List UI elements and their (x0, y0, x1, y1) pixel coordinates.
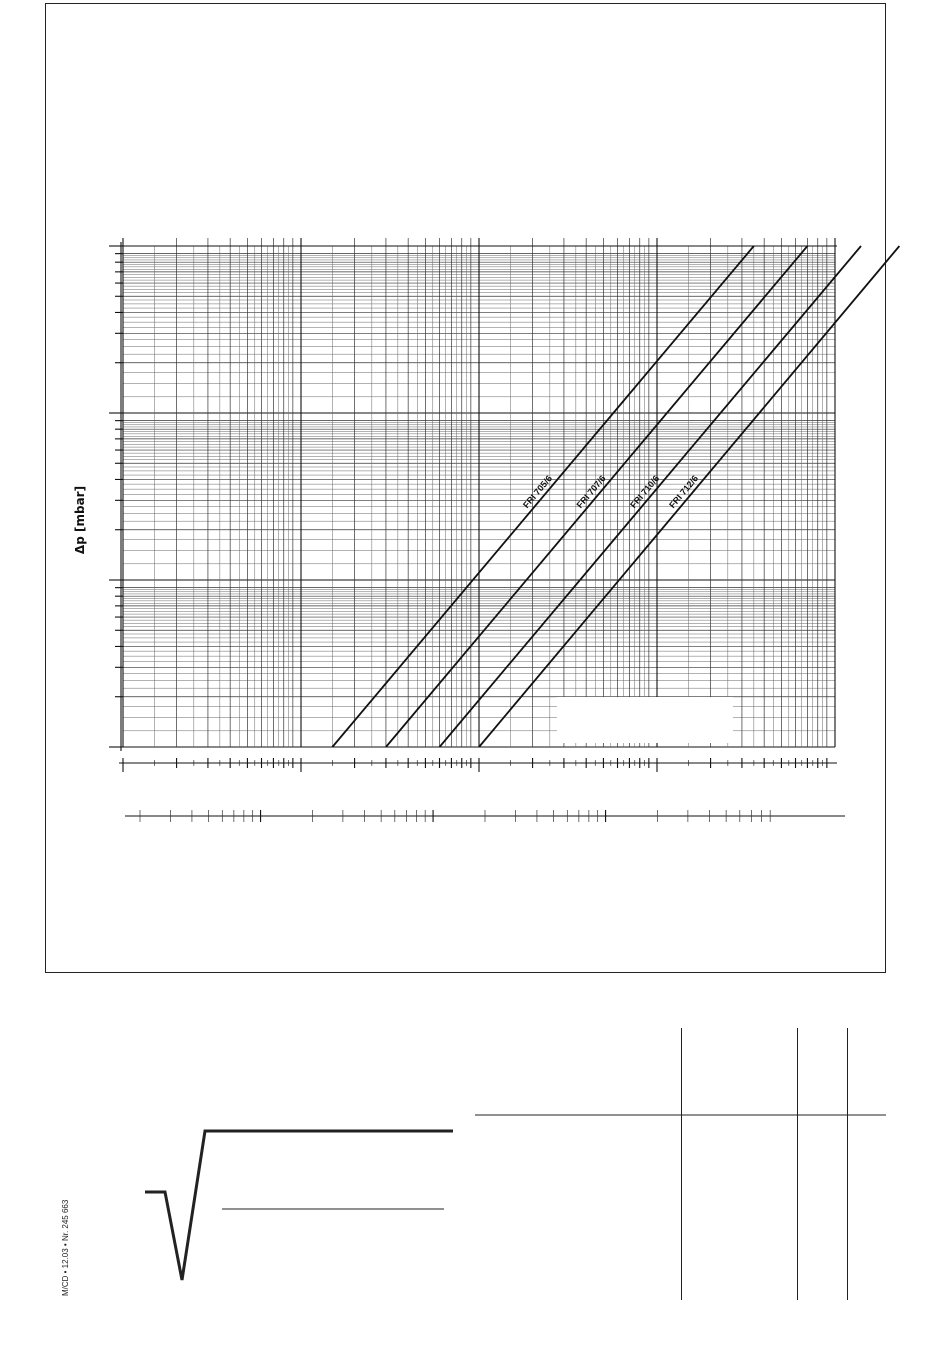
series-label: FRI 707/6 (574, 473, 608, 511)
y-axis-title: Δp [mbar] (73, 485, 87, 555)
spec-table (475, 1028, 886, 1300)
series-line (386, 246, 807, 747)
legend-box-blank (557, 697, 733, 743)
series-label: FRI 705/6 (520, 473, 555, 511)
series-label: FRI 710/6 (628, 473, 662, 511)
document-code: M/CD • 12.03 • Nr. 245 663 (61, 1199, 70, 1296)
secondary-x-axis (125, 810, 845, 822)
formula-sqrt-sign (145, 1131, 453, 1280)
series-line (440, 246, 861, 747)
x-axis (119, 758, 837, 772)
series-label: FRI 712/6 (667, 473, 701, 511)
chart-grid (119, 238, 837, 747)
y-axis-ticks (109, 242, 123, 751)
chart-frame (46, 4, 886, 973)
